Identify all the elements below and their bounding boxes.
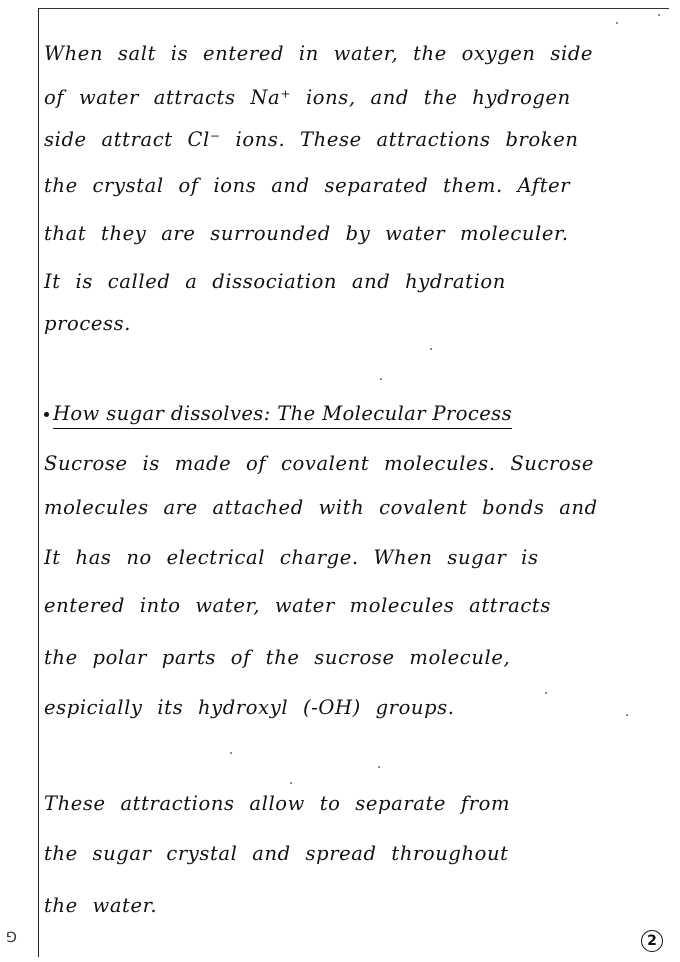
scan-speck — [545, 692, 547, 694]
paragraph-1-line-1: When salt is entered in water, the oxygen side — [44, 42, 594, 65]
bullet-point — [44, 412, 49, 417]
paragraph-3-line-1: These attractions allow to separate from — [44, 792, 511, 815]
paragraph-2-line-3: It has no electrical charge. When sugar is — [44, 546, 539, 569]
paragraph-1-line-4: the crystal of ions and separated them. After — [44, 174, 571, 197]
scan-speck — [626, 714, 628, 716]
scan-speck — [658, 14, 660, 16]
paragraph-1-line-6: It is called a dissociation and hydration — [44, 270, 506, 293]
paragraph-2-line-4: entered into water, water molecules attracts — [44, 594, 551, 617]
scan-speck — [230, 752, 232, 754]
scan-speck — [616, 22, 618, 24]
paragraph-1-line-3: side attract Cl⁻ ions. These attractions broken — [44, 128, 579, 151]
paragraph-1-line-5: that they are surrounded by water moleculer. — [44, 222, 569, 245]
paragraph-1-line-7: process. — [44, 312, 132, 335]
scan-speck — [290, 782, 292, 784]
margin-mark: ⅁ — [6, 930, 17, 946]
paragraph-1-line-2: of water attracts Na⁺ ions, and the hydrogen — [44, 86, 571, 109]
page-number: 2 — [641, 930, 663, 952]
paragraph-2-line-2: molecules are attached with covalent bonds and — [44, 496, 598, 519]
paragraph-3-line-2: the sugar crystal and spread throughout — [44, 842, 509, 865]
paragraph-2-line-5: the polar parts of the sucrose molecule, — [44, 646, 511, 669]
paragraph-2-line-1: Sucrose is made of covalent molecules. Sucrose — [44, 452, 594, 475]
section-heading-text: How sugar dissolves: The Molecular Process — [53, 402, 512, 429]
scan-speck — [380, 378, 382, 380]
scan-speck — [378, 766, 380, 768]
paragraph-2-line-6: espicially its hydroxyl (-OH) groups. — [44, 696, 455, 719]
section-heading — [44, 402, 512, 425]
paragraph-3-line-3: the water. — [44, 894, 158, 917]
scan-speck — [430, 348, 432, 350]
